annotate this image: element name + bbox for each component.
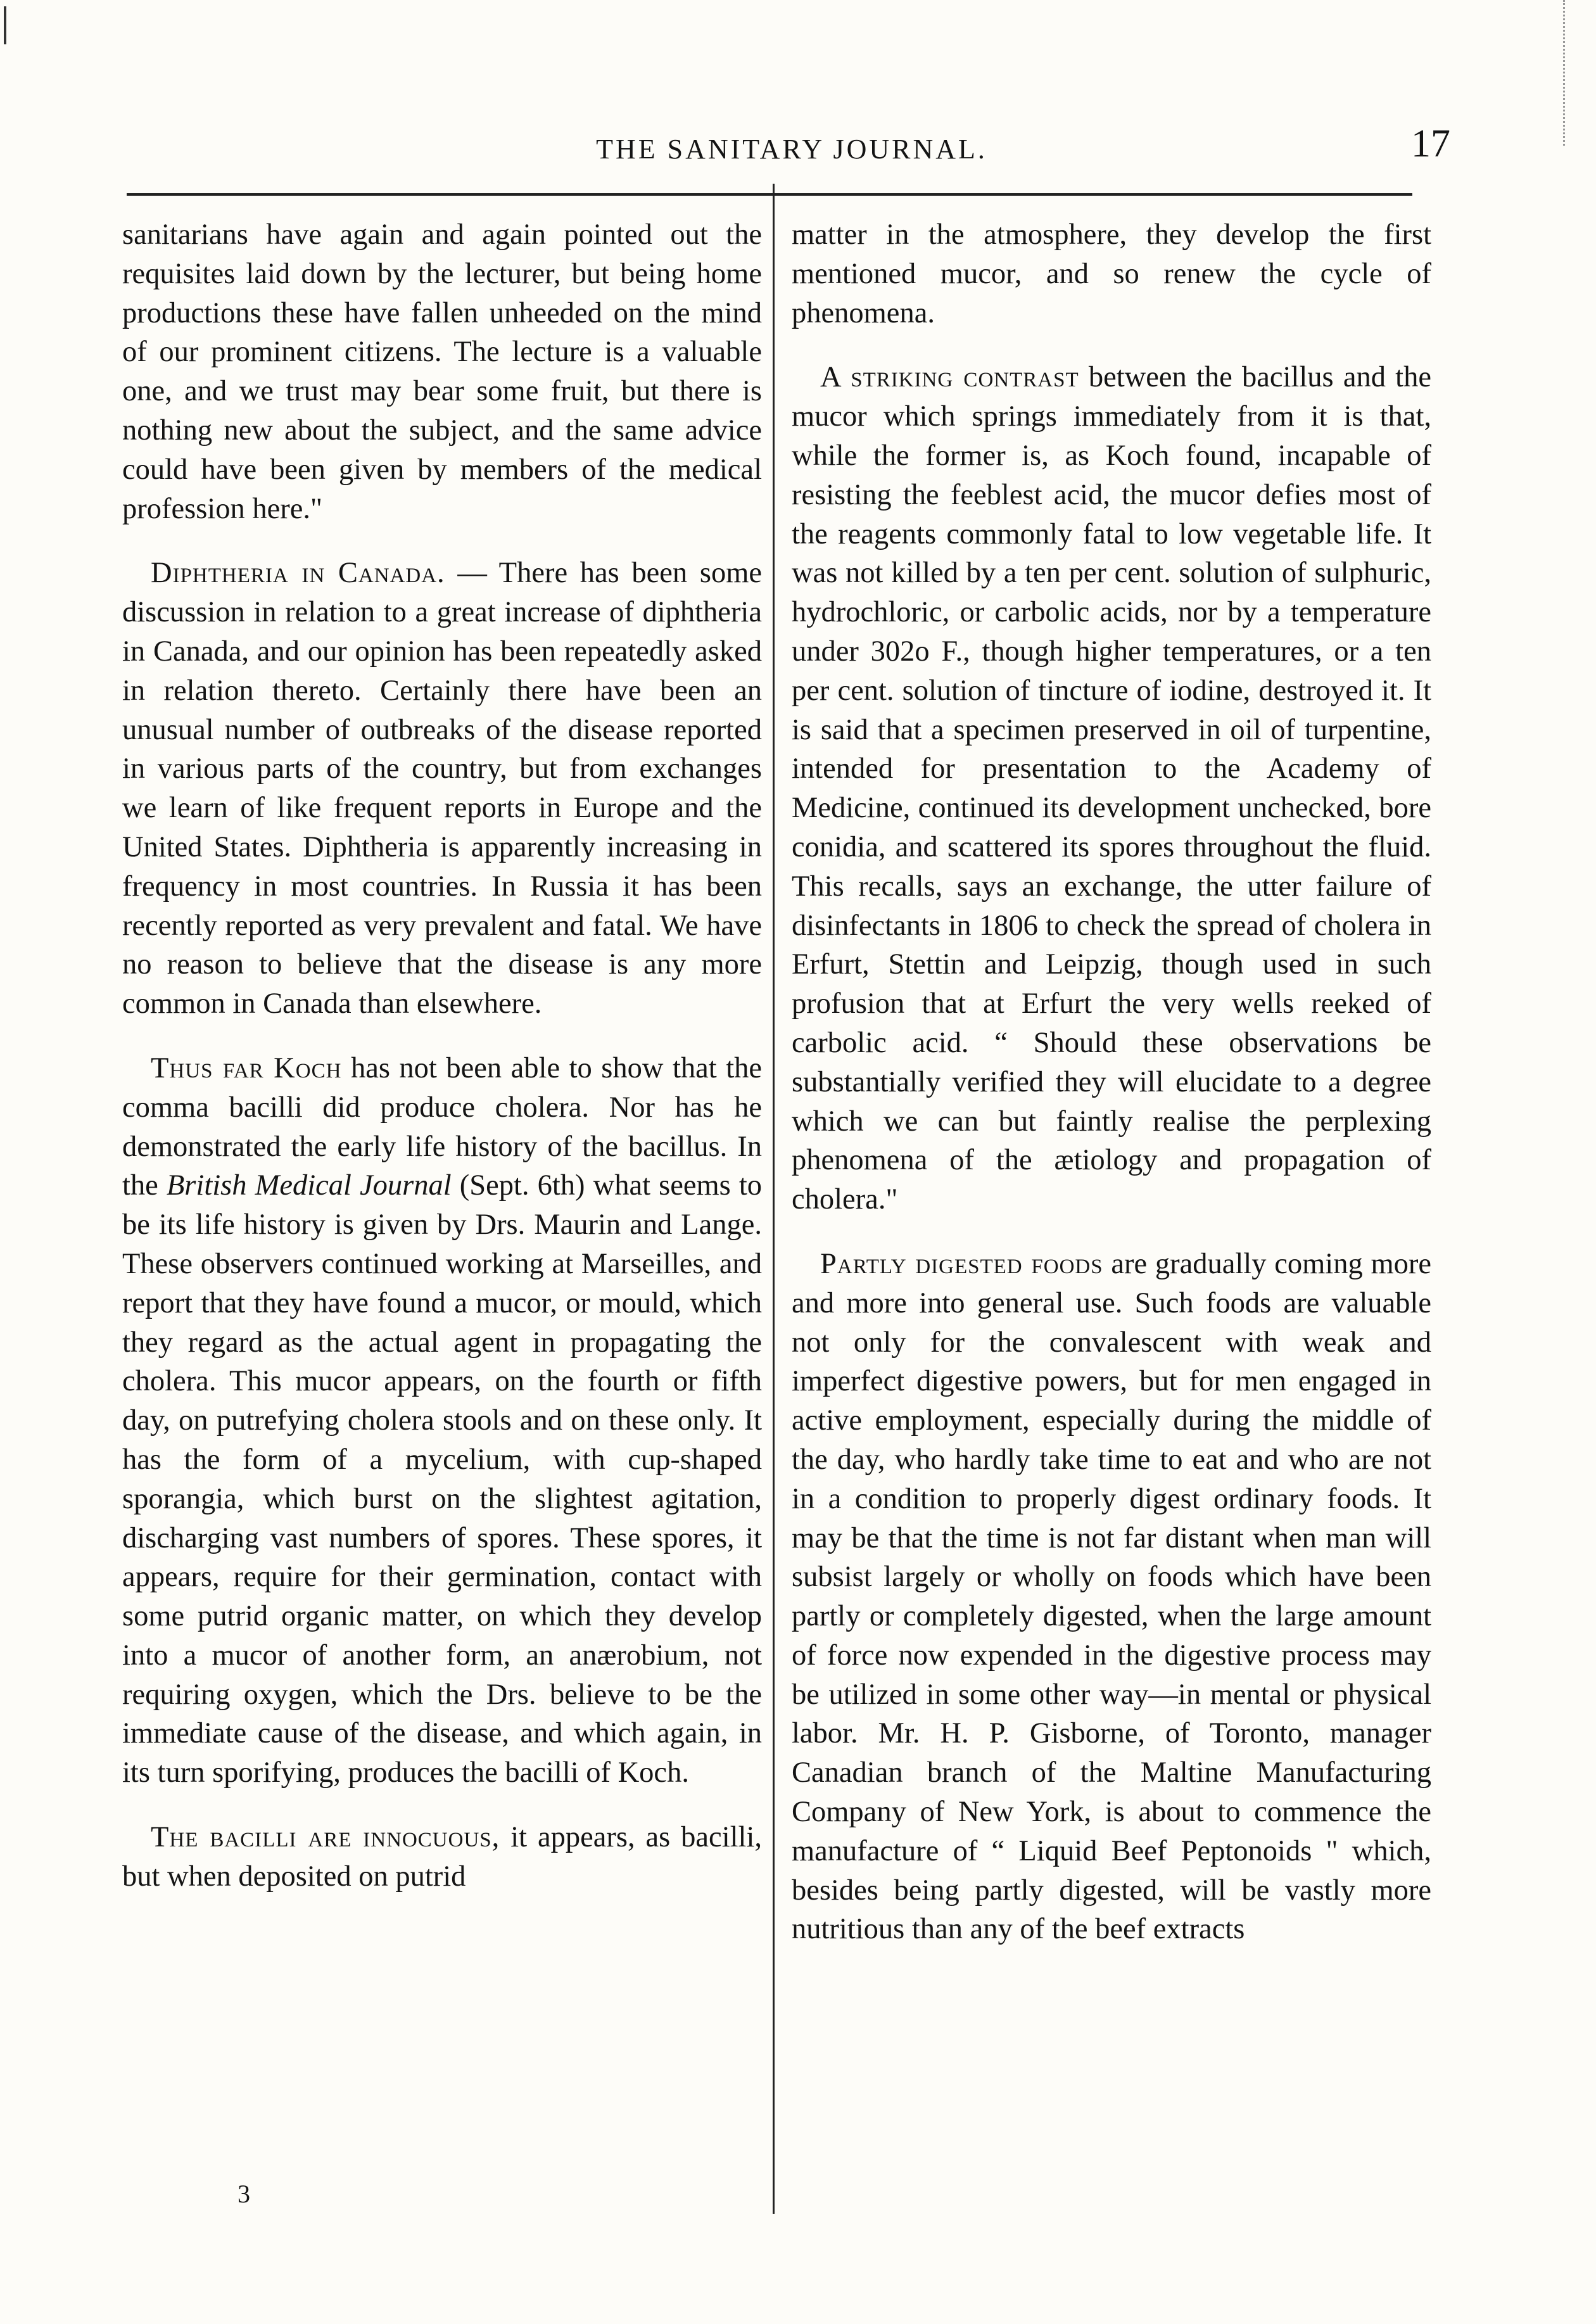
section-lead-bacilli: The bacilli are innocuous, — [151, 1821, 500, 1854]
header-rule — [127, 193, 1412, 196]
column-divider — [773, 184, 775, 2214]
section-lead-foods: Partly digested foods — [820, 1247, 1103, 1280]
paragraph-contrast-body: between the bacillus and the mucor which springs immediately from it is that, while the former is, as Koch found, incapable of resisting the feeblest acid, the mucor defies most of the reagents commonly fatal to low vegetable life. It was not killed by a ten per cent. solution of sulphuric, hydrochloric, or carbolic acids, nor by a temperature under 302o F., though higher temperatures, or a ten per cent. solution of tincture of iodine, destroyed it. It is said that a specimen preserved in oil of turpentine, intended for presentation to the Academy of Medicine, continued its development unchecked, bore conidia, and scattered its spores throughout the fluid. This recalls, says an exchange, the utter failure of disinfectants in 1806 to check the spread of cholera in Erfurt, Stettin and Leipzig, though used in such profusion that at Erfurt the very wells reeked of carbolic acid. “ Should these observations be substantially verified they will elucidate to a degree which we can but faintly realise the perplexing phenomena of the ætiology and propagation of cholera." — [792, 361, 1431, 1216]
paragraph-koch-body-a: has not been able to show that the comma bacilli did produce cholera. Nor has he demonstrated the early life history of the bacillus. In the — [122, 1051, 762, 1202]
paragraph-diphtheria — [122, 554, 762, 1024]
scan-binding-mark — [1563, 0, 1567, 146]
journal-title: THE SANITARY JOURNAL. — [596, 134, 987, 165]
paragraph-bacilli — [122, 1818, 762, 1896]
section-lead-contrast: A striking contrast — [820, 361, 1079, 394]
paragraph-koch-body-b: (Sept. 6th) what seems to be its life history is given by Drs. Maurin and Lange. These observers continued working at Marseilles, and report that they have found a mucor, or mould, which they regard as the actual agent in propagating the cholera. This mucor appears, on the fourth or fifth day, on putrefying cholera stools and on these only. It has the form of a mycelium, with cup-shaped sporangia, which burst on the slightest agitation, discharging vast numbers of spores. These spores, it appears, require for their germination, contact with some putrid organic matter, on which they develop into a mucor of another form, an anærobium, not requiring oxygen, which the Drs. believe to be the immediate cause of the disease, and which again, in its turn sporifying, produces the bacilli of Koch. — [122, 1169, 762, 1789]
page-number: 17 — [1411, 122, 1450, 165]
paragraph-lecture-conclusion: sanitarians have again and again pointed out the requisites laid down by the lecturer, but being home productions these have fallen unheeded on the mind of our prominent citizens. The lecture is a valuable one, and we trust may bear some fruit, but there is nothing new about the subject, and the same advice could have been given by members of the medical profession here." — [122, 219, 762, 525]
paragraph-mucor-continued: matter in the atmosphere, they develop the first mentioned mucor, and so renew the cycle of phenomena. — [792, 219, 1431, 329]
paragraph-koch — [122, 1049, 762, 1793]
right-column — [792, 215, 1431, 1949]
journal-citation: British Medical Journal — [166, 1169, 452, 1202]
section-lead-diphtheria: Diphtheria in Canada. — [151, 557, 445, 590]
signature-mark: 3 — [238, 2180, 250, 2208]
section-lead-koch: Thus far Koch — [151, 1051, 342, 1084]
scan-edge-mark — [4, 6, 6, 44]
paragraph-bacilli-body: it appears, as bacilli, but when deposited on putrid — [122, 1821, 762, 1893]
paragraph-diphtheria-body: — There has been some discussion in relation to a great increase of diphtheria in Canada, and our opinion has been repeatedly asked in relation thereto. Certainly there have been an unusual number of outbreaks of the disease reported in various parts of the country, but from exchanges we learn of like frequent reports in Europe and the United States. Diphtheria is apparently increasing in frequency in most countries. In Russia it has been recently reported as very prevalent and fatal. We have no reason to believe that the disease is any more common in Canada than elsewhere. — [122, 557, 762, 1020]
paragraph-foods-body: are gradually coming more and more into general use. Such foods are valuable not only for the convalescent with weak and imperfect digestive powers, but for men engaged in active employment, especially during the middle of the day, who hardly take time to eat and who are not in a condition to properly digest ordinary foods. It may be that the time is not far distant when man will subsist largely or wholly on foods which have been partly or completely digested, when the large amount of force now expended in the digestive process may be utilized in some other way—in mental or physical labor. Mr. H. P. Gisborne, of Toronto, manager Canadian branch of the Maltine Manufacturing Company of New York, is about to commence the manufacture of “ Liquid Beef Peptonoids " which, besides being partly digested, will be vastly more nutritious than any of the beef extracts — [792, 1247, 1431, 1946]
running-head — [0, 122, 1596, 171]
left-column — [122, 215, 762, 1896]
paragraph-contrast — [792, 358, 1431, 1219]
paragraph-foods — [792, 1245, 1431, 1949]
